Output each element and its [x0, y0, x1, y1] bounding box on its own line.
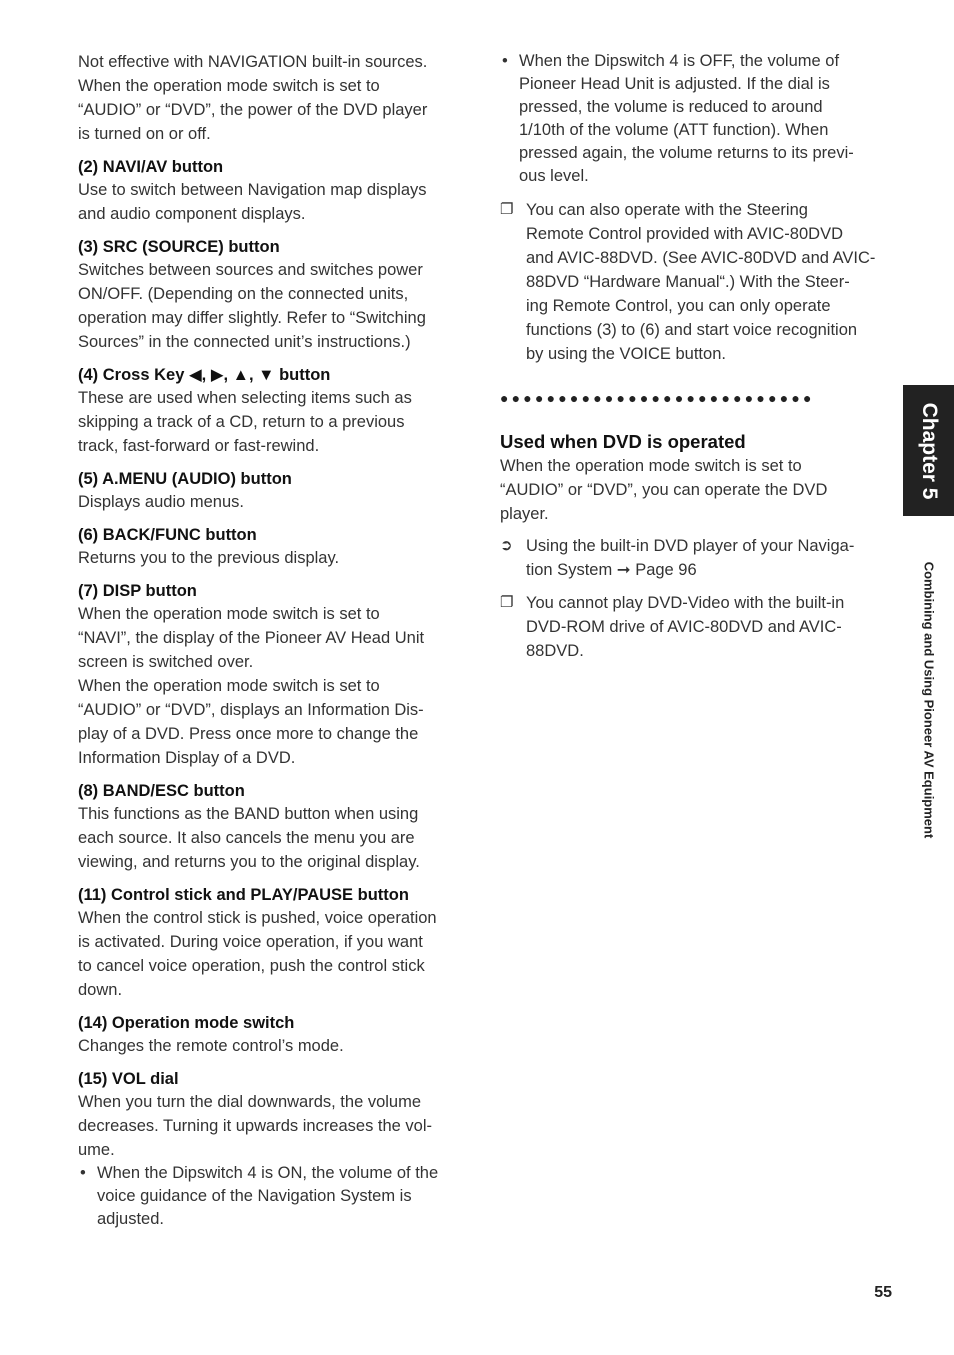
text-line: to cancel voice operation, push the control stick: [78, 957, 425, 975]
text-line: track, fast-forward or fast-rewind.: [78, 437, 320, 455]
text-line: tion System ➞ Page 96: [526, 561, 697, 579]
text-line: These are used when selecting items such as: [78, 389, 412, 407]
text-line: by using the VOICE button.: [526, 345, 726, 363]
text-line: skipping a track of a CD, return to a previous: [78, 413, 405, 431]
text-line: and audio component displays.: [78, 205, 306, 223]
left-column: [78, 50, 470, 1231]
text-line: viewing, and returns you to the original display.: [78, 853, 420, 871]
right-column: [500, 50, 895, 672]
text-line: is turned on or off.: [78, 125, 211, 143]
text-line: pressed, the volume is reduced to around: [519, 98, 823, 116]
section-heading: (3) SRC (SOURCE) button: [78, 238, 280, 256]
text-line: player.: [500, 505, 549, 523]
text-line: When the Dipswitch 4 is OFF, the volume of: [519, 52, 840, 70]
bullet-marker: •: [80, 1164, 86, 1182]
reference-arrow-icon: ➲: [500, 537, 513, 554]
text-line: Displays audio menus.: [78, 493, 244, 511]
text-line: When the operation mode switch is set to: [500, 457, 802, 475]
text-line: You cannot play DVD-Video with the built-in: [526, 594, 845, 612]
text-line: Switches between sources and switches power: [78, 261, 423, 279]
intro-paragraph: [78, 50, 470, 146]
section-disp: [78, 580, 470, 770]
section-heading: (6) BACK/FUNC button: [78, 526, 257, 544]
dvd-paragraph: [500, 454, 895, 526]
bullet-marker: •: [502, 52, 508, 70]
section-heading: (2) NAVI/AV button: [78, 158, 224, 176]
text-line: down.: [78, 981, 123, 999]
text-line: When the Dipswitch 4 is ON, the volume of the: [97, 1164, 439, 1182]
text-line: Changes the remote control’s mode.: [78, 1037, 344, 1055]
text-line: 1/10th of the volume (ATT function). When: [519, 121, 829, 139]
page-number: 55: [874, 1284, 892, 1301]
text-line: When the operation mode switch is set to: [78, 77, 380, 95]
section-band-esc: [78, 780, 470, 874]
text-line: adjusted.: [97, 1210, 164, 1228]
section-navi-av: [78, 156, 470, 226]
text-line: This functions as the BAND button when using: [78, 805, 419, 823]
text-line: ON/OFF. (Depending on the connected units,: [78, 285, 409, 303]
note-steering-remote: [500, 198, 895, 366]
text-line: When you turn the dial downwards, the volume: [78, 1093, 422, 1111]
text-line: Use to switch between Navigation map displays: [78, 181, 427, 199]
text-line: screen is switched over.: [78, 653, 254, 671]
text-line: ume.: [78, 1141, 115, 1159]
chapter-label: Chapter 5: [917, 402, 941, 499]
section-side-label: Combining and Using Pioneer AV Equipment: [921, 561, 937, 839]
text-line: voice guidance of the Navigation System is: [97, 1187, 412, 1205]
note-checkbox-icon: ❐: [500, 201, 514, 218]
section-heading: (15) VOL dial: [78, 1070, 179, 1088]
text-line: and AVIC-88DVD. (See AVIC-80DVD and AVIC-: [526, 249, 876, 267]
text-line: ous level.: [519, 167, 589, 185]
text-line: Not effective with NAVIGATION built-in sources.: [78, 53, 428, 71]
text-line: 88DVD “Hardware Manual“.) With the Steer-: [526, 273, 850, 291]
text-line: Using the built-in DVD player of your Naviga-: [526, 537, 855, 555]
section-back-func: [78, 524, 470, 570]
bullet-item: [78, 1162, 470, 1231]
text-line: “AUDIO” or “DVD”, you can operate the DVD: [500, 481, 828, 499]
chapter-tab: [903, 385, 954, 516]
text-line: each source. It also cancels the menu you are: [78, 829, 415, 847]
section-heading: (5) A.MENU (AUDIO) button: [78, 470, 292, 488]
section-heading: (7) DISP button: [78, 582, 197, 600]
section-control-stick: [78, 884, 470, 1002]
section-heading: (11) Control stick and PLAY/PAUSE button: [78, 886, 409, 904]
text-line: DVD-ROM drive of AVIC-80DVD and AVIC-: [526, 618, 842, 636]
text-line: Remote Control provided with AVIC-80DVD: [526, 225, 843, 243]
text-line: is activated. During voice operation, if you want: [78, 933, 423, 951]
text-line: “NAVI”, the display of the Pioneer AV Head Unit: [78, 629, 425, 647]
note-checkbox-icon: ❐: [500, 594, 514, 611]
section-cross-key: [78, 364, 470, 458]
text-line: Returns you to the previous display.: [78, 549, 340, 567]
text-line: play of a DVD. Press once more to change the: [78, 725, 419, 743]
section-heading: (8) BAND/ESC button: [78, 782, 245, 800]
text-line: 88DVD.: [526, 642, 584, 660]
text-line: Sources” in the connected unit’s instructions.): [78, 333, 411, 351]
section-operation-mode: [78, 1012, 470, 1058]
text-line: ing Remote Control, you can only operate: [526, 297, 831, 315]
text-line: You can also operate with the Steering: [526, 201, 808, 219]
section-vol-dial: [78, 1068, 470, 1231]
dotted-divider: ●●●●●●●●●●●●●●●●●●●●●●●●●●●: [500, 390, 815, 406]
text-line: pressed again, the volume returns to its previ-: [519, 144, 854, 162]
text-line: operation may differ slightly. Refer to “Switching: [78, 309, 426, 327]
section-heading: (4) Cross Key ◀, ▶, ▲, ▼ button: [78, 366, 331, 384]
bullet-item: [500, 50, 895, 188]
text-line: When the operation mode switch is set to: [78, 605, 380, 623]
note-dvd-video: [500, 591, 895, 663]
text-line: “AUDIO” or “DVD”, displays an Information Dis-: [78, 701, 424, 719]
section-amenu: [78, 468, 470, 514]
text-line: “AUDIO” or “DVD”, the power of the DVD player: [78, 101, 428, 119]
section-src: [78, 236, 470, 354]
text-line: decreases. Turning it upwards increases the vol-: [78, 1117, 433, 1135]
section-title: Used when DVD is operated: [500, 431, 746, 452]
text-line: functions (3) to (6) and start voice recognition: [526, 321, 858, 339]
text-line: Pioneer Head Unit is adjusted. If the dial is: [519, 75, 830, 93]
text-line: When the operation mode switch is set to: [78, 677, 380, 695]
section-heading: (14) Operation mode switch: [78, 1014, 295, 1032]
text-line: Information Display of a DVD.: [78, 749, 296, 767]
page-reference: [500, 534, 895, 582]
text-line: When the control stick is pushed, voice operation: [78, 909, 437, 927]
